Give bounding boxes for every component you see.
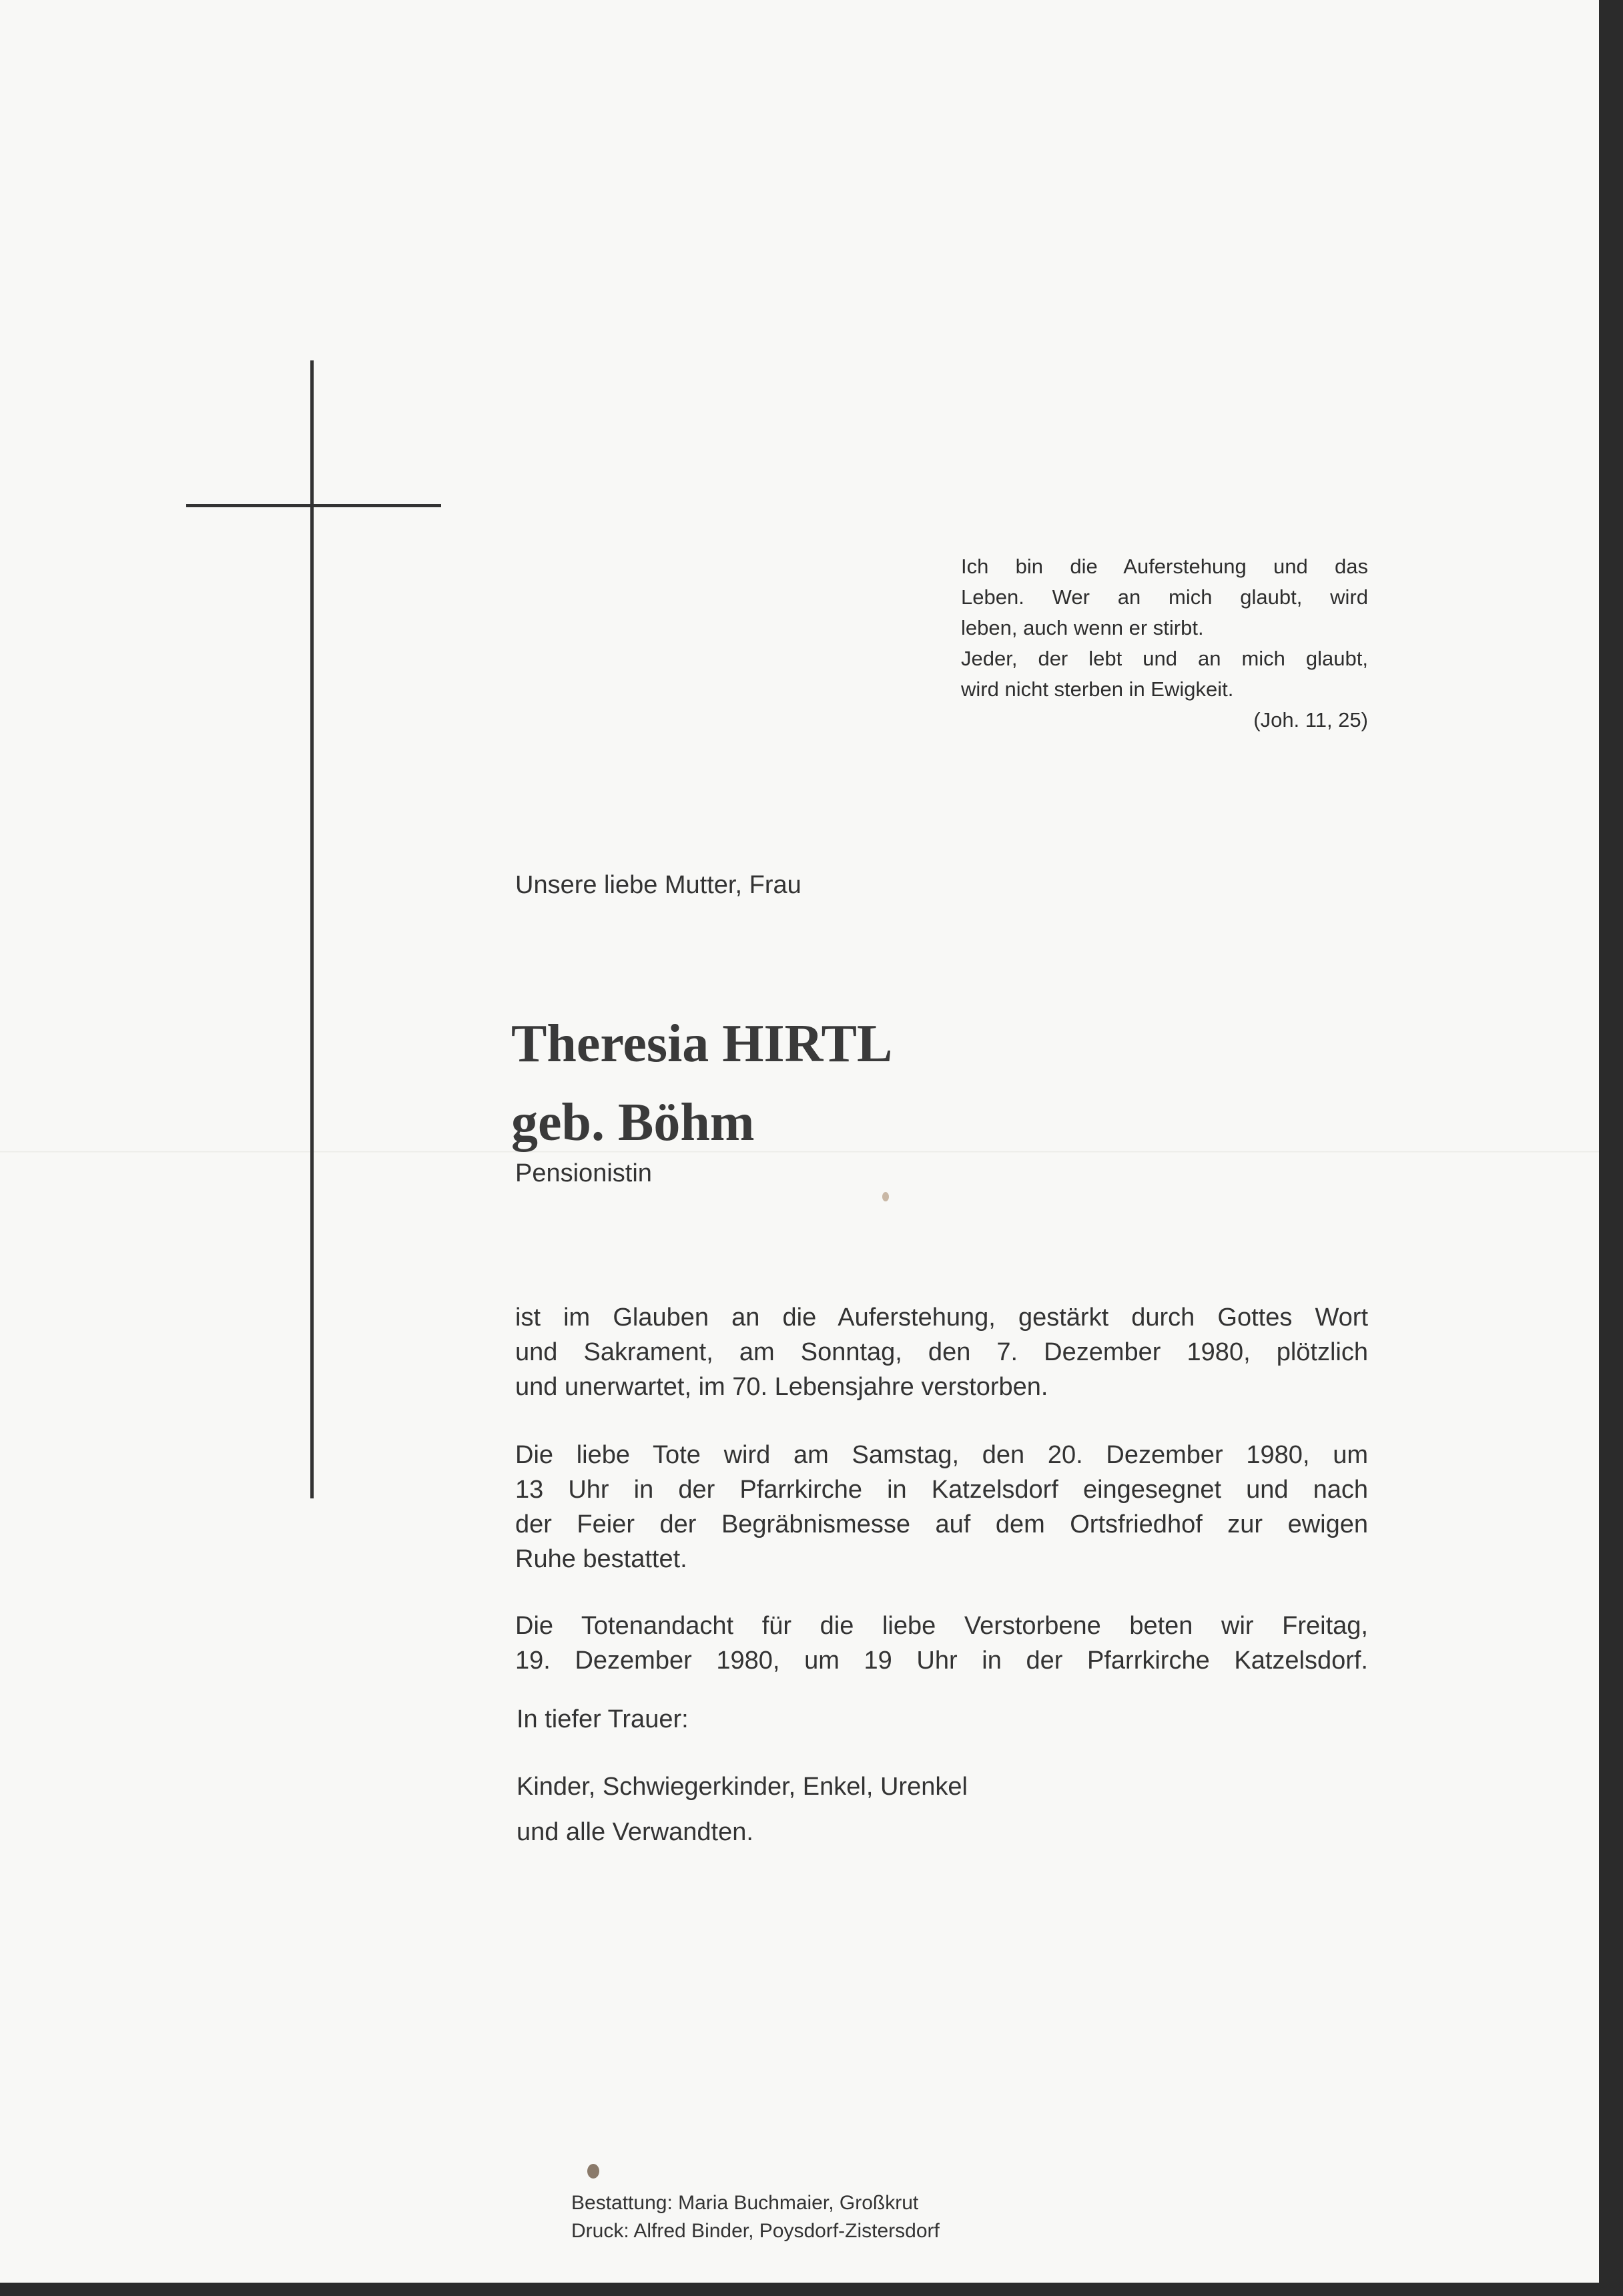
family-line: und alle Verwandten. <box>517 1818 753 1846</box>
mourning-text: In tiefer Trauer: <box>517 1705 689 1733</box>
paragraph-line: 13 Uhr in der Pfarrkirche in Katzelsdorf eingesegnet und nach <box>515 1476 1368 1504</box>
verse-line: Jeder, der lebt und an mich glaubt, <box>961 647 1368 670</box>
footer-credits <box>571 2189 940 2245</box>
paper-stain <box>587 2164 599 2179</box>
paragraph-line: Die Totenandacht für die liebe Verstorbene beten wir Freitag, <box>515 1612 1368 1640</box>
verse-line: leben, auch wenn er stirbt. <box>961 616 1204 639</box>
intro-text: Unsere liebe Mutter, Frau <box>515 871 801 899</box>
deceased-name: Theresia HIRTL <box>511 1015 893 1073</box>
paragraph-prayer <box>515 1609 1368 1678</box>
cross-icon <box>310 360 314 1498</box>
paragraph-line: 19. Dezember 1980, um 19 Uhr in der Pfarrkirche Katzelsdorf. <box>515 1647 1368 1675</box>
bible-verse <box>961 551 1368 736</box>
paragraph-death <box>515 1300 1368 1404</box>
verse-line: wird nicht sterben in Ewigkeit. <box>961 677 1234 701</box>
paragraph-line: Die liebe Tote wird am Samstag, den 20. Dezember 1980, um <box>515 1441 1368 1469</box>
cross-bar <box>186 504 441 507</box>
verse-line: Leben. Wer an mich glaubt, wird <box>961 585 1368 609</box>
paragraph-line: ist im Glauben an die Auferstehung, gestärkt durch Gottes Wort <box>515 1304 1368 1332</box>
verse-line: Ich bin die Auferstehung und das <box>961 555 1368 578</box>
occupation: Pensionistin <box>515 1159 652 1187</box>
paper-stain <box>882 1192 889 1201</box>
printer-credit: Druck: Alfred Binder, Poysdorf-Zistersdorf <box>571 2220 940 2242</box>
deceased-name-block <box>511 1005 892 1162</box>
undertaker-credit: Bestattung: Maria Buchmaier, Großkrut <box>571 2192 919 2214</box>
paragraph-line: und unerwartet, im 70. Lebensjahre verstorben. <box>515 1373 1048 1401</box>
paragraph-line: der Feier der Begräbnismesse auf dem Ortsfriedhof zur ewigen <box>515 1510 1368 1538</box>
paragraph-funeral <box>515 1438 1368 1576</box>
verse-reference: (Joh. 11, 25) <box>1253 708 1368 732</box>
paragraph-line: Ruhe bestattet. <box>515 1545 687 1573</box>
family-line: Kinder, Schwiegerkinder, Enkel, Urenkel <box>517 1773 968 1801</box>
paragraph-line: und Sakrament, am Sonntag, den 7. Dezember 1980, plötzlich <box>515 1338 1368 1366</box>
maiden-name: geb. Böhm <box>511 1093 755 1152</box>
